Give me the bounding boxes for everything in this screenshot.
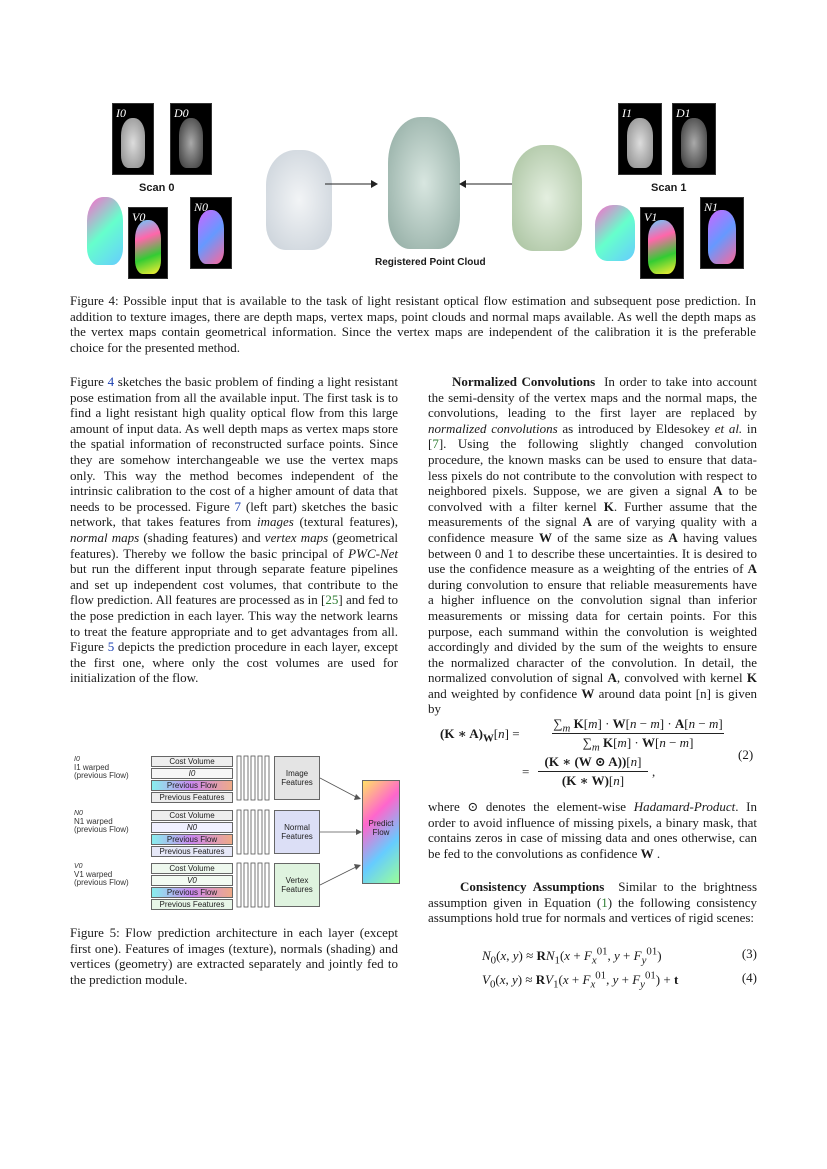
point-cloud-1	[512, 145, 582, 251]
right-column	[428, 374, 757, 717]
paragraph-intro: Figure 4 sketches the basic problem of finding a light resistant pose estimation from all the available input. The first task is to find a light resistant high quality optical flow from this large amount of input data. As well depth maps as vertex maps store the spatial information of reconstructed surface points. Since they are somehow interchangeable we use the vertex maps only. This way the method becomes independent of the intrinsic calibration to the cost of a higher amount of data that needs to be processed. Figure 7 (left part) sketches the basic network, that takes features from images (textural features), normal maps (shading features) and vertex maps (geometrical features). Thereby we follow the basic principal of PWC-Net but run the different input through separate feature pipelines and set up independent cost volumes, that contribute to the flow prediction. All features are processed as in [25] and fed to the pose prediction in each layer. This way the network learns to treat the feature appropriate and to get advantages from all. Figure 5 depicts the prediction procedure in each layer, except the first one, where only the cost volumes are used for initialization of the flow.	[70, 374, 398, 686]
figure-5-caption: Figure 5: Flow prediction architecture in each layer (except first one). Features of images (texture), normals (shading) and vertices (geometry) are extracted separately and jointly fed to the prediction module.	[70, 925, 398, 987]
fig5-i0-box: I0	[151, 768, 233, 779]
thumb-label-n1: N1	[704, 200, 719, 214]
fig5-normal-features: Normal Features	[274, 810, 320, 854]
registered-label: Registered Point Cloud	[375, 257, 486, 268]
thumb-label-n0: N0	[194, 200, 209, 214]
thumb-label-v1: V1	[644, 210, 658, 224]
equation-4: $V_0(x$, $y) \approx RV_1(x + F_x^{01}$, $y + F_y^{01}) + t$ (4)	[482, 970, 757, 991]
figure-5-link[interactable]: 5	[107, 639, 115, 655]
figure-4	[0, 95, 827, 285]
fig5-cost-volume-0: Cost Volume	[151, 756, 233, 767]
arrow-left-icon	[458, 179, 514, 189]
fig5-n0-box: N0	[151, 822, 233, 833]
fig5-prevflow-0: Previous Flow	[151, 780, 233, 791]
paragraph-hadamard: where ⊙ denotes the element-wise Hadamard-Product. In order to avoid influence of missing pixels, a binary mask, that contains zeros in case of missing data and ones otherwise, can be fed to the convolutions as confidence W .	[428, 799, 757, 861]
fig5-prevfeat-1: Previous Features	[151, 846, 233, 857]
thumb-label-i1: I1	[622, 106, 632, 120]
scan1-label: Scan 1	[651, 182, 687, 194]
figure-4-link[interactable]: 4	[107, 374, 115, 389]
fig5-v0-box: V0	[151, 875, 233, 886]
point-cloud-0	[266, 150, 332, 250]
left-column	[70, 374, 398, 686]
thumb-n0	[190, 197, 232, 269]
figure-4-caption: Figure 4: Possible input that is available to the task of light resistant optical flow estimation and subsequent pose prediction. In addition to texture images, there are depth maps, vertex maps, point clouds and normal maps available. As well the depth maps as the vertex maps contain geometrical information. Since the vertex maps are independent of the calibration it is the preferable choice for the presented method.	[70, 293, 756, 355]
paragraph-consistency: Consistency Assumptions Similar to the brightness assumption given in Equation (1) the following consistency assumptions hold true for normals and vertices of rigid scenes:	[428, 879, 758, 926]
fig5-image-features: Image Features	[274, 756, 320, 800]
equation-2: (K ∗ $A)_W[n]$ = $\sum_m$ K[m] · W[n − m] · A[n − m] $\sum_m$ K[m] · W[n − m] = (K ∗ (W ⊙ A))[n] (K ∗ W)[n] , (2)	[440, 716, 754, 788]
fig5-vertex-features: Vertex Features	[274, 863, 320, 907]
thumb-d1	[672, 103, 716, 175]
fig5-prevfeat-2: Previous Features	[151, 899, 233, 910]
thumb-i1	[618, 103, 662, 175]
thumb-n1	[700, 197, 744, 269]
paragraph-normalized-convolutions: Normalized Convolutions In order to take into account the semi-density of the vertex maps and the normal maps, the convolutions, leading to the first layer are replaced by normalized convolutions as introduced by Eldesokey et al. in [7]. Using the following slightly changed convolution procedure, the known masks can be used to ensure that data-less pixels do not contribute to the convolution with respect to neighbored pixels. Suppose, we are given a signal A to be convolved with a filter kernel K. Further assume that the measurements of the signal A are of varying quality with a confidence measure W of the same size as A having values between 0 and 1 to describe these uncertainties. It is desired to use the confidence measure as a weighting of the entries of A during convolution to ensure that reliable measurements have a higher influence on the convolution signal than inferior measurements or missing data for certain points. For this purpose, each summand within the convolution is weighted accordingly and divided by the sum of the weights to ensure the normalized character of the convolution. In detail, the normalized convolution of signal A, convolved with kernel K and weighted by confidence W around data point [n] is given by	[428, 374, 758, 717]
fig5-input-row2: V0 V1 warped (previous Flow)	[74, 863, 129, 887]
thumb-label-d0: D0	[174, 106, 189, 120]
fig5-prevflow-2: Previous Flow	[151, 887, 233, 898]
figure-7-link[interactable]: 7	[234, 498, 242, 514]
fig5-prevfeat-0: Previous Features	[151, 792, 233, 803]
fig5-input-row1: N0 N1 warped (previous Flow)	[74, 810, 129, 834]
fig5-predict-flow: Predict Flow	[362, 780, 400, 884]
equation-3: $N_0(x$, $y) \approx RN_1(x + F_x^{01}$, $y + F_y^{01}$) (3)	[482, 946, 757, 967]
thumb-v0	[128, 207, 168, 279]
thumb-label-i0: I0	[116, 106, 126, 120]
thumb-i0	[112, 103, 154, 175]
thumb-label-v0: V0	[132, 210, 146, 224]
thumb-d0	[170, 103, 212, 175]
thumb-label-d1: D1	[676, 106, 691, 120]
scan0-label: Scan 0	[139, 182, 175, 194]
arrow-right-icon	[323, 179, 379, 189]
thumb-v1	[640, 207, 684, 279]
registered-point-cloud	[388, 117, 460, 249]
normal-map-1	[595, 205, 635, 261]
normal-map-0	[87, 197, 123, 265]
citation-25-link[interactable]: 25	[325, 592, 339, 608]
equation-1-link[interactable]: 1	[601, 894, 608, 910]
heading-normalized-convolutions: Normalized Convolutions	[452, 374, 596, 389]
fig5-layer-stacks	[74, 752, 404, 912]
fig5-cost-volume-2: Cost Volume	[151, 863, 233, 874]
equation-4-number: (4)	[741, 970, 757, 985]
citation-7-link[interactable]: 7	[432, 436, 439, 452]
equation-2-number: (2)	[738, 747, 754, 762]
heading-consistency-assumptions: Consistency Assumptions	[460, 879, 605, 894]
fig5-cost-volume-1: Cost Volume	[151, 810, 233, 821]
fig5-prevflow-1: Previous Flow	[151, 834, 233, 845]
figure-5	[74, 752, 404, 912]
fig5-input-row0: I0 I1 warped (previous Flow)	[74, 756, 129, 780]
equation-3-number: (3)	[741, 946, 757, 961]
